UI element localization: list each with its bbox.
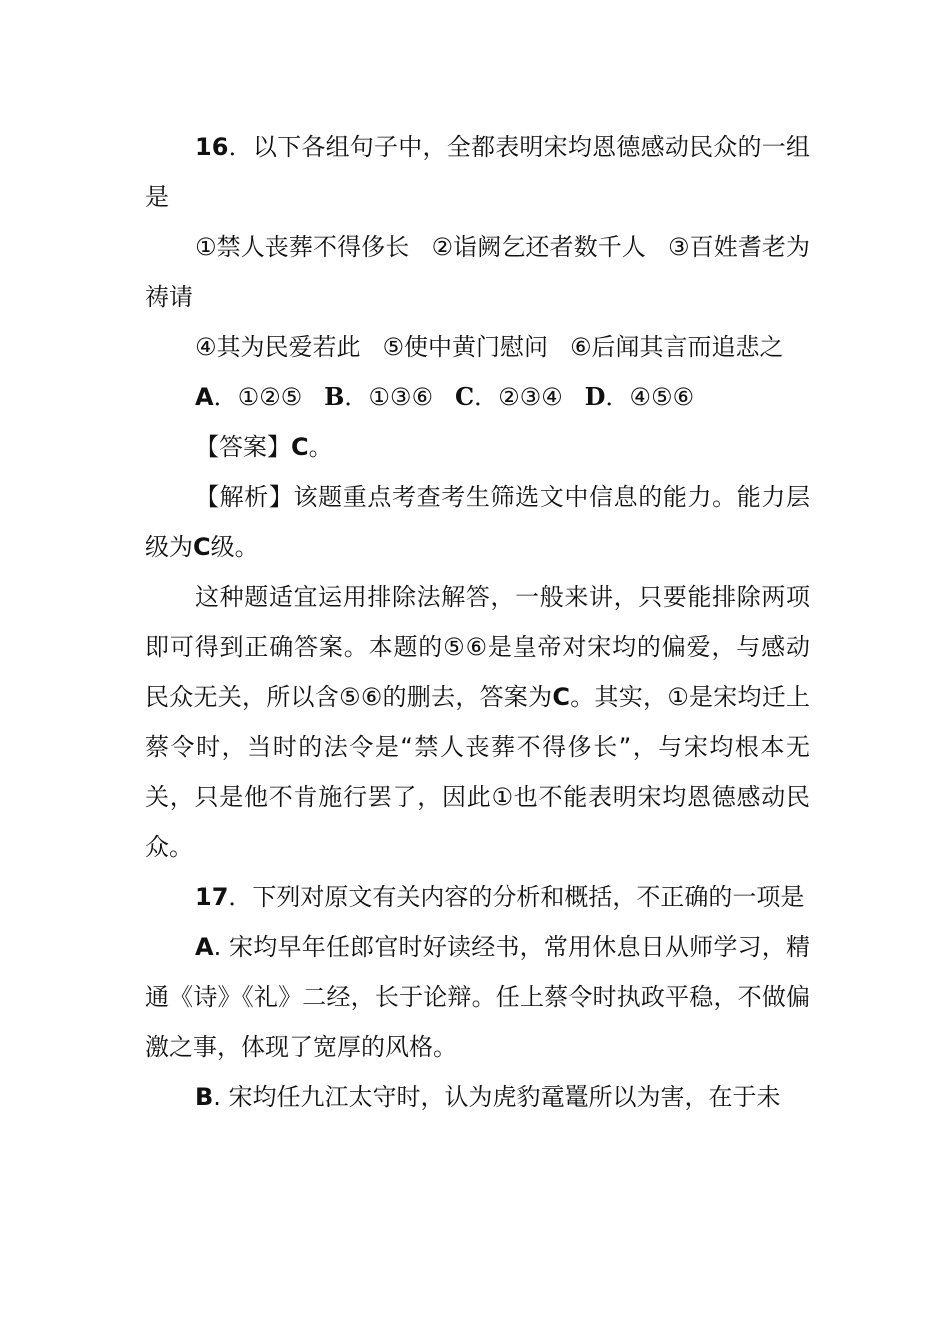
analysis-text-2: 级。 <box>210 533 259 561</box>
option-c-text: ．②③④ <box>474 383 563 411</box>
answer-prefix: 【答案】 <box>195 433 291 461</box>
q17-option-b-text: . 宋均任九江太守时，认为虎豹鼋鼍所以为害，在于未 <box>213 1083 781 1111</box>
question-16-analysis <box>145 472 810 572</box>
q17-option-a-label: A <box>195 933 214 961</box>
question-16-options <box>145 372 810 422</box>
item-3: ③百姓耆老为祷请 <box>145 233 811 311</box>
option-b-text: ．①③⑥ <box>344 383 433 411</box>
q17-option-a-text: . 宋均早年任郎官时好读经书，常用休息日从师学习，精通《诗》《礼》二经，长于论辩。任上蔡令时执政平稳，不做偏激之事，体现了宽厚的风格。 <box>145 933 810 1061</box>
analysis-text-1: 该题重点考查考生筛选文中信息的能力。能力层级为 <box>145 483 810 561</box>
option-d-label: D <box>584 382 606 411</box>
item-1: ①禁人丧葬不得侈长 <box>195 233 410 261</box>
question-17-number: 17 <box>195 883 229 911</box>
item-5: ⑤使中黄门慰问 <box>382 333 549 361</box>
item-2: ②诣阙乞还者数千人 <box>431 233 646 261</box>
option-c-label: C <box>454 382 475 411</box>
question-17-option-b <box>145 1072 810 1122</box>
question-17-stem <box>145 872 810 922</box>
explanation-text-2: 。其实，①是宋均迁上蔡令时，当时的法令是“禁人丧葬不得侈长”，与宋均根本无关，只是他不肯施行罢了，因此①也不能表明宋均恩德感动民众。 <box>145 683 811 861</box>
item-4: ④其为民爱若此 <box>195 333 361 361</box>
q17-option-b-label: B <box>195 1083 214 1111</box>
answer-suffix: 。 <box>308 433 333 461</box>
question-16-number: 16 <box>195 133 229 161</box>
question-16-text: ．以下各组句子中，全都表明宋均恩德感动民众的一组是 <box>145 133 810 211</box>
option-a-text: ．①②⑤ <box>213 383 303 411</box>
question-17-option-a <box>145 922 810 1072</box>
question-16-explanation <box>145 572 810 872</box>
question-16-answer <box>145 422 810 472</box>
explanation-letter: C <box>552 683 570 711</box>
option-d-text: ．④⑤⑥ <box>605 383 694 411</box>
answer-value: C <box>291 433 309 461</box>
question-16-stem <box>145 122 810 222</box>
explanation-text-1: 这种题适宜运用排除法解答，一般来讲，只要能排除两项即可得到正确答案。本题的⑤⑥是皇帝对宋均的偏爱，与感动民众无关，所以含⑤⑥的删去，答案为 <box>145 583 810 711</box>
item-6: ⑥后闻其言而追悲之 <box>570 333 784 361</box>
question-16-items-line-1 <box>145 222 810 322</box>
analysis-prefix: 【解析】 <box>195 483 294 511</box>
question-16-items-line-2 <box>145 322 810 372</box>
option-a-label: A <box>195 383 214 411</box>
question-17-text: ．下列对原文有关内容的分析和概括，不正确的一项是 <box>228 883 805 911</box>
document-body <box>145 122 810 1122</box>
option-b-label: B <box>324 382 345 411</box>
analysis-level: C <box>193 533 211 561</box>
